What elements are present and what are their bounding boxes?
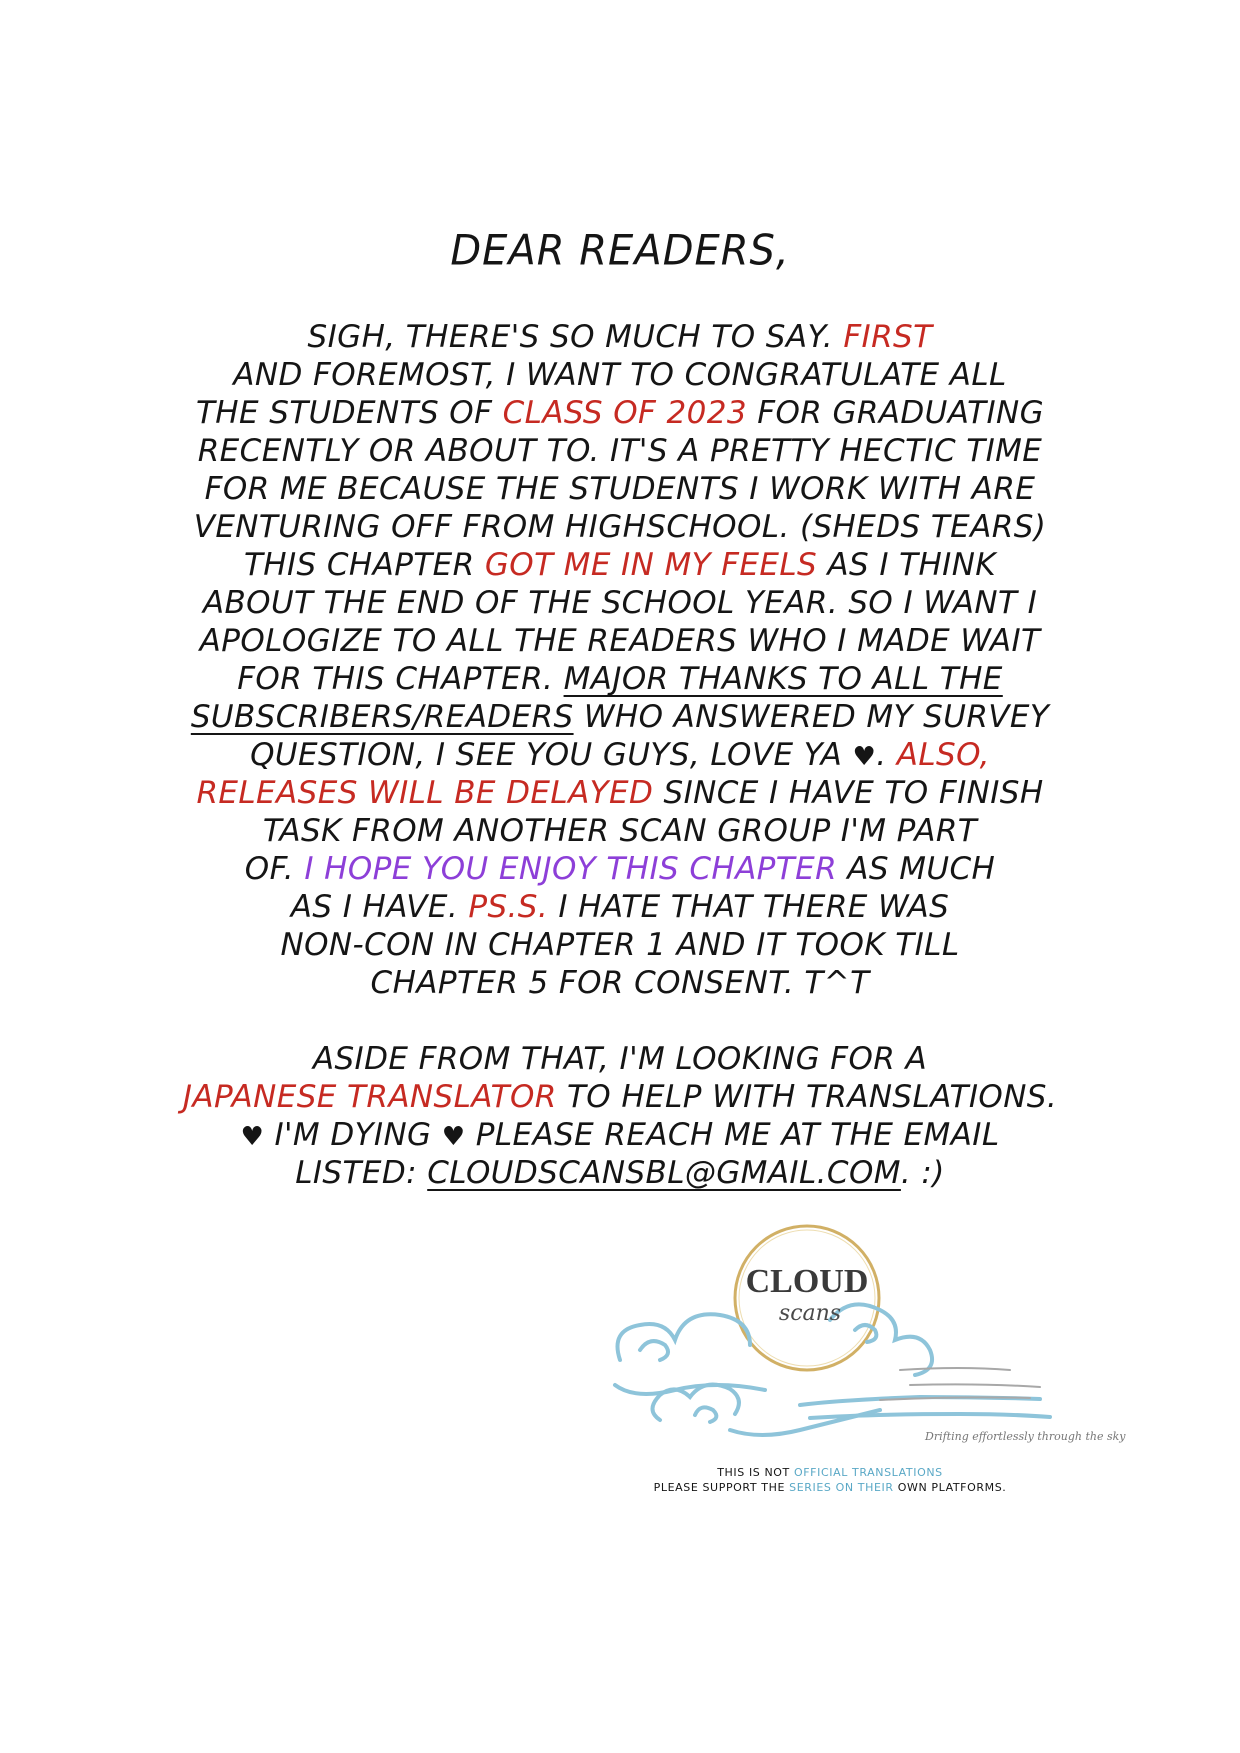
letter-text: . :) (900, 1155, 945, 1191)
letter-text: WHO ANSWERED MY SURVEY (573, 699, 1050, 735)
letter-line (0, 584, 1240, 622)
letter-line (0, 850, 1240, 888)
heart-icon: ♥ (441, 1122, 466, 1152)
letter-text: I HATE THAT THERE WAS (548, 889, 950, 925)
letter-text: CHAPTER 5 FOR CONSENT. T^T (370, 965, 870, 1001)
letter-line (0, 318, 1240, 356)
cloud-trails (880, 1368, 1040, 1400)
highlighted-text: CLOUDSCANSBL@GMAIL.COM (427, 1155, 901, 1191)
letter-text: ABOUT THE END OF THE SCHOOL YEAR. SO I WANT I (202, 585, 1038, 621)
letter-body (0, 318, 1240, 1192)
letter-text: . (876, 737, 897, 773)
letter-line (0, 356, 1240, 394)
letter-text: TASK FROM ANOTHER SCAN GROUP I'M PART (262, 813, 978, 849)
letter-text: AS I THINK (817, 547, 997, 583)
cloud-scans-logo (600, 1210, 1126, 1460)
letter-text: TO HELP WITH TRANSLATIONS. (556, 1079, 1058, 1115)
letter-line (0, 736, 1240, 774)
letter-line (0, 1040, 1240, 1078)
letter-line (0, 1078, 1240, 1116)
letter-line (0, 546, 1240, 584)
highlighted-text: I HOPE YOU ENJOY THIS CHAPTER (304, 851, 838, 887)
letter-line (0, 432, 1240, 470)
letter-line (0, 774, 1240, 812)
letter-text: PLEASE REACH ME AT THE EMAIL (465, 1117, 1000, 1153)
letter-line (0, 1116, 1240, 1154)
letter-line (0, 470, 1240, 508)
letter-text: AS MUCH (837, 851, 996, 887)
letter-text: FOR THIS CHAPTER. (237, 661, 564, 697)
highlighted-text: GOT ME IN MY FEELS (484, 547, 818, 583)
highlighted-text: RELEASES WILL BE DELAYED (196, 775, 654, 811)
letter-text: NON-CON IN CHAPTER 1 AND IT TOOK TILL (280, 927, 960, 963)
letter-text: LISTED: (295, 1155, 428, 1191)
disclaimer-line-2: PLEASE SUPPORT THE SERIES ON THEIR OWN PLATFORMS. (653, 1481, 1007, 1494)
logo-title: CLOUD (745, 1263, 869, 1300)
highlighted-text: PS.S. (468, 889, 549, 925)
highlighted-text: ALSO, (896, 737, 990, 773)
letter-text: FOR ME BECAUSE THE STUDENTS I WORK WITH ARE (204, 471, 1036, 507)
letter-text: AS I HAVE. (290, 889, 469, 925)
letter-heading: DEAR READERS, (450, 226, 790, 276)
letter-line (0, 888, 1240, 926)
letter-text: OF. (244, 851, 305, 887)
heart-icon: ♥ (852, 742, 877, 772)
highlighted-text: JAPANESE TRANSLATOR (182, 1079, 557, 1115)
letter-text: SINCE I HAVE TO FINISH (653, 775, 1044, 811)
letter-text: RECENTLY OR ABOUT TO. IT'S A PRETTY HECTIC TIME (197, 433, 1043, 469)
letter-text: QUESTION, I SEE YOU GUYS, LOVE YA (250, 737, 853, 773)
letter-line (0, 660, 1240, 698)
letter-line (0, 698, 1240, 736)
disclaimer-line-1: THIS IS NOT OFFICIAL TRANSLATIONS (717, 1466, 943, 1479)
letter-line (0, 812, 1240, 850)
letter-text: AND FOREMOST, I WANT TO CONGRATULATE ALL (233, 357, 1007, 393)
highlighted-text: MAJOR THANKS TO ALL THE (563, 661, 1003, 697)
letter-text: APOLOGIZE TO ALL THE READERS WHO I MADE WAIT (199, 623, 1041, 659)
letter-line (0, 394, 1240, 432)
heart-icon: ♥ (240, 1122, 265, 1152)
letter-text: THIS CHAPTER (243, 547, 485, 583)
highlighted-text: FIRST (843, 319, 933, 355)
letter-text: VENTURING OFF FROM HIGHSCHOOL. (SHEDS TEARS) (193, 509, 1047, 545)
letter-text: I'M DYING (264, 1117, 442, 1153)
letter-text: ASIDE FROM THAT, I'M LOOKING FOR A (312, 1041, 928, 1077)
paragraph-gap (0, 1002, 1240, 1040)
letter-line (0, 1154, 1240, 1192)
letter-line (0, 964, 1240, 1002)
disclaimer (570, 1465, 1090, 1495)
highlighted-text: CLASS OF 2023 (502, 395, 747, 431)
letter-text: SIGH, THERE'S SO MUCH TO SAY. (307, 319, 844, 355)
logo-script: scans (778, 1301, 842, 1326)
letter-line (0, 508, 1240, 546)
letter-text: FOR GRADUATING (746, 395, 1045, 431)
letter-line (0, 622, 1240, 660)
logo-tagline: Drifting effortlessly through the sky (925, 1430, 1126, 1443)
letter-text: THE STUDENTS OF (195, 395, 503, 431)
highlighted-text: SUBSCRIBERS/READERS (190, 699, 574, 735)
letter-line (0, 926, 1240, 964)
